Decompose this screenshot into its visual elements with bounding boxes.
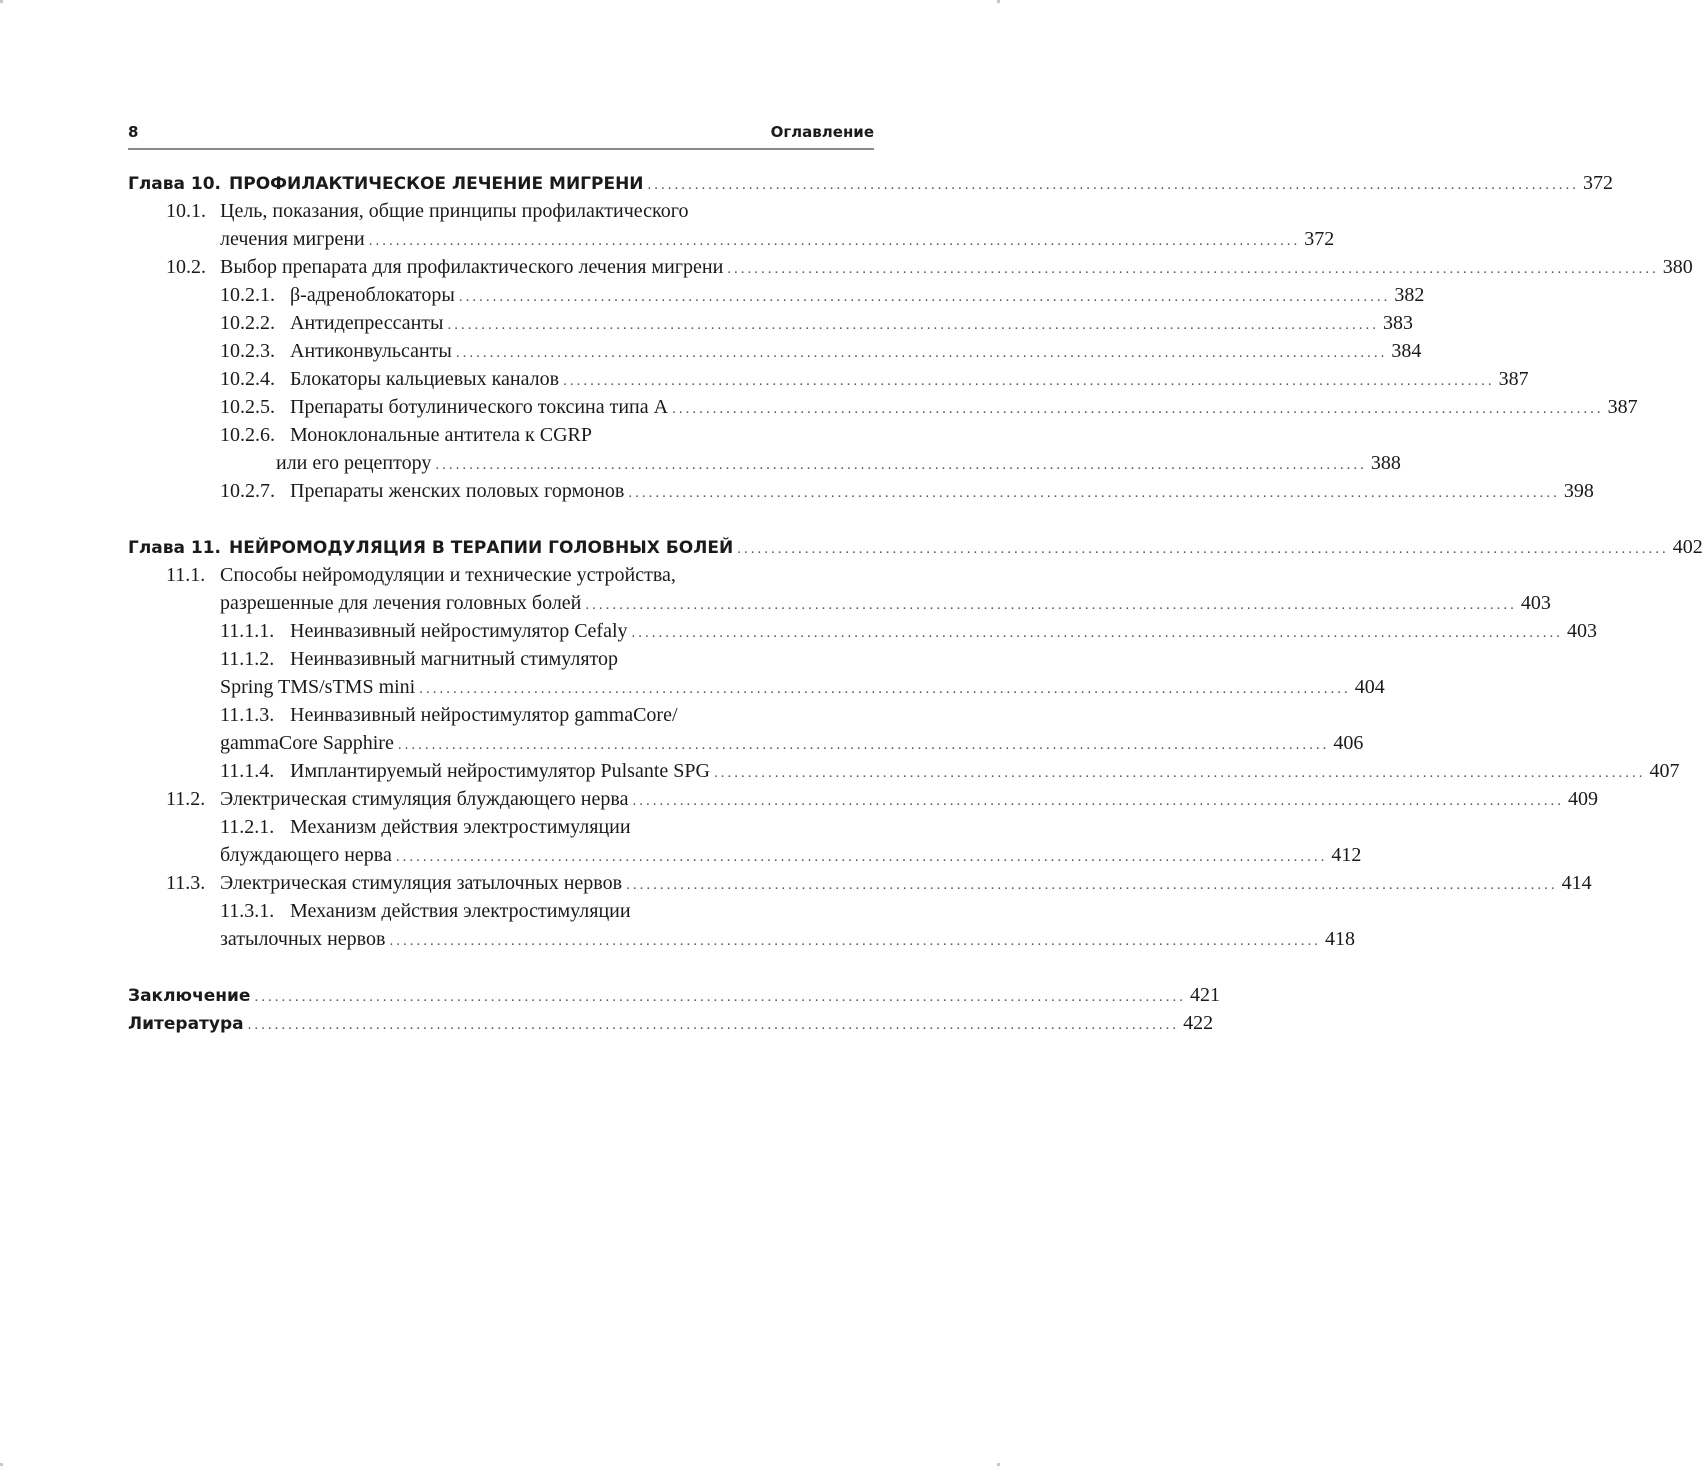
leader-dots: .......................................................................................................................................... [647,177,1580,193]
page-ref: 382 [1394,284,1425,306]
toc-subsection-10-2-6[interactable] [128,424,868,452]
subsection-title: Препараты ботулинического токсина типа А [290,396,669,418]
subsection-number: 10.2.7. [220,480,275,502]
running-header [128,120,874,150]
toc-chapter-11[interactable] [128,536,1703,564]
subsection-title: Имплантируемый нейростимулятор Pulsante SPG [290,760,710,782]
leader-dots: .......................................................................................................................................... [672,401,1604,417]
leader-dots: .......................................................................................................................................... [737,541,1669,557]
page-ref: 384 [1391,340,1422,362]
back-matter-title: Литература [128,1014,244,1034]
subsection-title: Неинвазивный нейростимулятор Cefaly [290,620,628,642]
chapter-label: Глава 10. [128,174,222,194]
subsection-number: 11.1.3. [220,704,275,726]
leader-dots: .......................................................................................................................................... [247,1017,1180,1033]
subsection-number: 10.2.5. [220,396,275,418]
section-number: 10.2. [166,256,206,278]
toc-subsection-11-3-1-cont[interactable] [128,928,1355,956]
toc-subsection-10-2-1[interactable] [128,284,1425,312]
back-matter-title: Заключение [128,986,251,1006]
leader-dots: .......................................................................................................................................... [368,233,1301,249]
section-title-line2: разрешенные для лечения головных болей [220,592,582,614]
toc-section-11-1-cont[interactable] [128,592,1551,620]
subsection-number: 11.3.1. [220,900,275,922]
subsection-title-line1: Механизм действия электростимуляции [290,816,631,838]
toc-subsection-10-2-2[interactable] [128,312,1413,340]
subsection-title: β-адреноблокаторы [290,284,455,306]
section-number: 11.2. [166,788,206,810]
subsection-title: Препараты женских половых гормонов [290,480,625,502]
toc-references[interactable] [128,1012,1214,1040]
toc-section-11-3[interactable] [128,872,1592,900]
page-ref: 380 [1662,256,1693,278]
toc-chapter-10[interactable] [128,172,1614,200]
page-ref: 402 [1672,536,1703,558]
subsection-number: 10.2.2. [220,312,275,334]
page-ref: 403 [1567,620,1598,642]
toc-subsection-10-2-5[interactable] [128,396,1638,424]
leader-dots: .......................................................................................................................................... [389,933,1321,949]
section-title-line1: Цель, показания, общие принципы профилактического [220,200,689,222]
section-number: 11.1. [166,564,206,586]
toc-subsection-11-1-2[interactable] [128,648,868,676]
toc-section-11-1[interactable] [128,564,868,592]
page-ref: 388 [1370,452,1401,474]
subsection-number: 11.2.1. [220,816,275,838]
page-ref: 407 [1649,760,1680,782]
leader-dots: .......................................................................................................................................... [727,261,1659,277]
subsection-title-line1: Механизм действия электростимуляции [290,900,631,922]
subsection-number: 11.1.4. [220,760,275,782]
toc-section-10-2[interactable] [128,256,1693,284]
leader-dots: .......................................................................................................................................... [632,793,1564,809]
running-title: Оглавление [770,123,874,141]
leader-dots: .......................................................................................................................................... [585,597,1517,613]
chapter-title: НЕЙРОМОДУЛЯЦИЯ В ТЕРАПИИ ГОЛОВНЫХ БОЛЕЙ [229,538,734,558]
page-ref: 412 [1331,844,1362,866]
toc-subsection-11-1-3[interactable] [128,704,868,732]
leader-dots: .......................................................................................................................................... [397,737,1330,753]
toc-subsection-10-2-6-cont[interactable] [128,452,1401,480]
section-title-line2: лечения мигрени [220,228,365,250]
toc-subsection-11-1-3-cont[interactable] [128,732,1364,760]
subsection-title-line1: Моноклональные антитела к CGRP [290,424,593,446]
table-of-contents [128,172,1703,1040]
page-ref: 387 [1498,368,1529,390]
subsection-number: 10.2.3. [220,340,275,362]
page-ref: 387 [1607,396,1638,418]
leader-dots: .......................................................................................................................................... [419,681,1351,697]
toc-subsection-11-1-2-cont[interactable] [128,676,1385,704]
page-ref: 372 [1583,172,1614,194]
toc-section-10-1-cont[interactable] [128,228,1335,256]
page-ref: 422 [1183,1012,1214,1034]
leader-dots: .......................................................................................................................................... [458,289,1391,305]
subsection-title-line2: блуждающего нерва [220,844,392,866]
leader-dots: .......................................................................................................................................... [563,373,1495,389]
toc-subsection-11-2-1[interactable] [128,816,868,844]
subsection-number: 11.1.1. [220,620,275,642]
spacer [128,956,868,984]
subsection-title-line2: Spring TMS/sTMS mini [220,676,416,698]
leader-dots: .......................................................................................................................................... [254,989,1186,1005]
section-title: Электрическая стимуляция блуждающего нерва [220,788,629,810]
section-number: 10.1. [166,200,206,222]
toc-subsection-10-2-7[interactable] [128,480,1594,508]
page-number: 8 [128,123,139,141]
page-ref: 372 [1304,228,1335,250]
section-title: Выбор препарата для профилактического лечения мигрени [220,256,724,278]
leader-dots: .......................................................................................................................................... [626,877,1558,893]
toc-conclusion[interactable] [128,984,1220,1012]
spacer [128,508,868,536]
page-ref: 409 [1567,788,1598,810]
subsection-title-line2: gammaCore Sapphire [220,732,394,754]
leader-dots: .......................................................................................................................................... [455,345,1388,361]
subsection-title: Антидепрессанты [290,312,444,334]
subsection-number: 10.2.4. [220,368,275,390]
toc-subsection-11-1-4[interactable] [128,760,1680,788]
leader-dots: .......................................................................................................................................... [395,849,1328,865]
toc-subsection-11-2-1-cont[interactable] [128,844,1362,872]
section-number: 11.3. [166,872,206,894]
subsection-title: Антиконвульсанты [290,340,452,362]
subsection-title-line1: Неинвазивный магнитный стимулятор [290,648,619,670]
toc-subsection-11-3-1[interactable] [128,900,868,928]
page-ref: 421 [1189,984,1220,1006]
chapter-title: ПРОФИЛАКТИЧЕСКОЕ ЛЕЧЕНИЕ МИГРЕНИ [229,174,644,194]
page-ref: 414 [1561,872,1592,894]
page-ref: 418 [1324,928,1355,950]
page-ref: 398 [1563,480,1594,502]
subsection-title-line2: или его рецептору [276,452,432,474]
chapter-label: Глава 11. [128,538,222,558]
leader-dots: .......................................................................................................................................... [713,765,1646,781]
section-title-line1: Способы нейромодуляции и технические устройства, [220,564,676,586]
page-ref: 403 [1520,592,1551,614]
page-ref: 383 [1382,312,1413,334]
toc-section-10-1[interactable] [128,200,868,228]
leader-dots: .......................................................................................................................................... [435,457,1367,473]
subsection-number: 11.1.2. [220,648,275,670]
leader-dots: .......................................................................................................................................... [631,625,1564,641]
subsection-number: 10.2.1. [220,284,275,306]
subsection-title-line1: Неинвазивный нейростимулятор gammaCore/ [290,704,678,726]
toc-subsection-10-2-4[interactable] [128,368,1529,396]
toc-section-11-2[interactable] [128,788,1598,816]
subsection-title-line2: затылочных нервов [220,928,386,950]
page-ref: 404 [1354,676,1385,698]
section-title: Электрическая стимуляция затылочных нервов [220,872,623,894]
toc-subsection-10-2-3[interactable] [128,340,1422,368]
page-ref: 406 [1333,732,1364,754]
leader-dots: .......................................................................................................................................... [628,485,1560,501]
toc-subsection-11-1-1[interactable] [128,620,1598,648]
subsection-number: 10.2.6. [220,424,275,446]
subsection-title: Блокаторы кальциевых каналов [290,368,560,390]
leader-dots: .......................................................................................................................................... [447,317,1379,333]
